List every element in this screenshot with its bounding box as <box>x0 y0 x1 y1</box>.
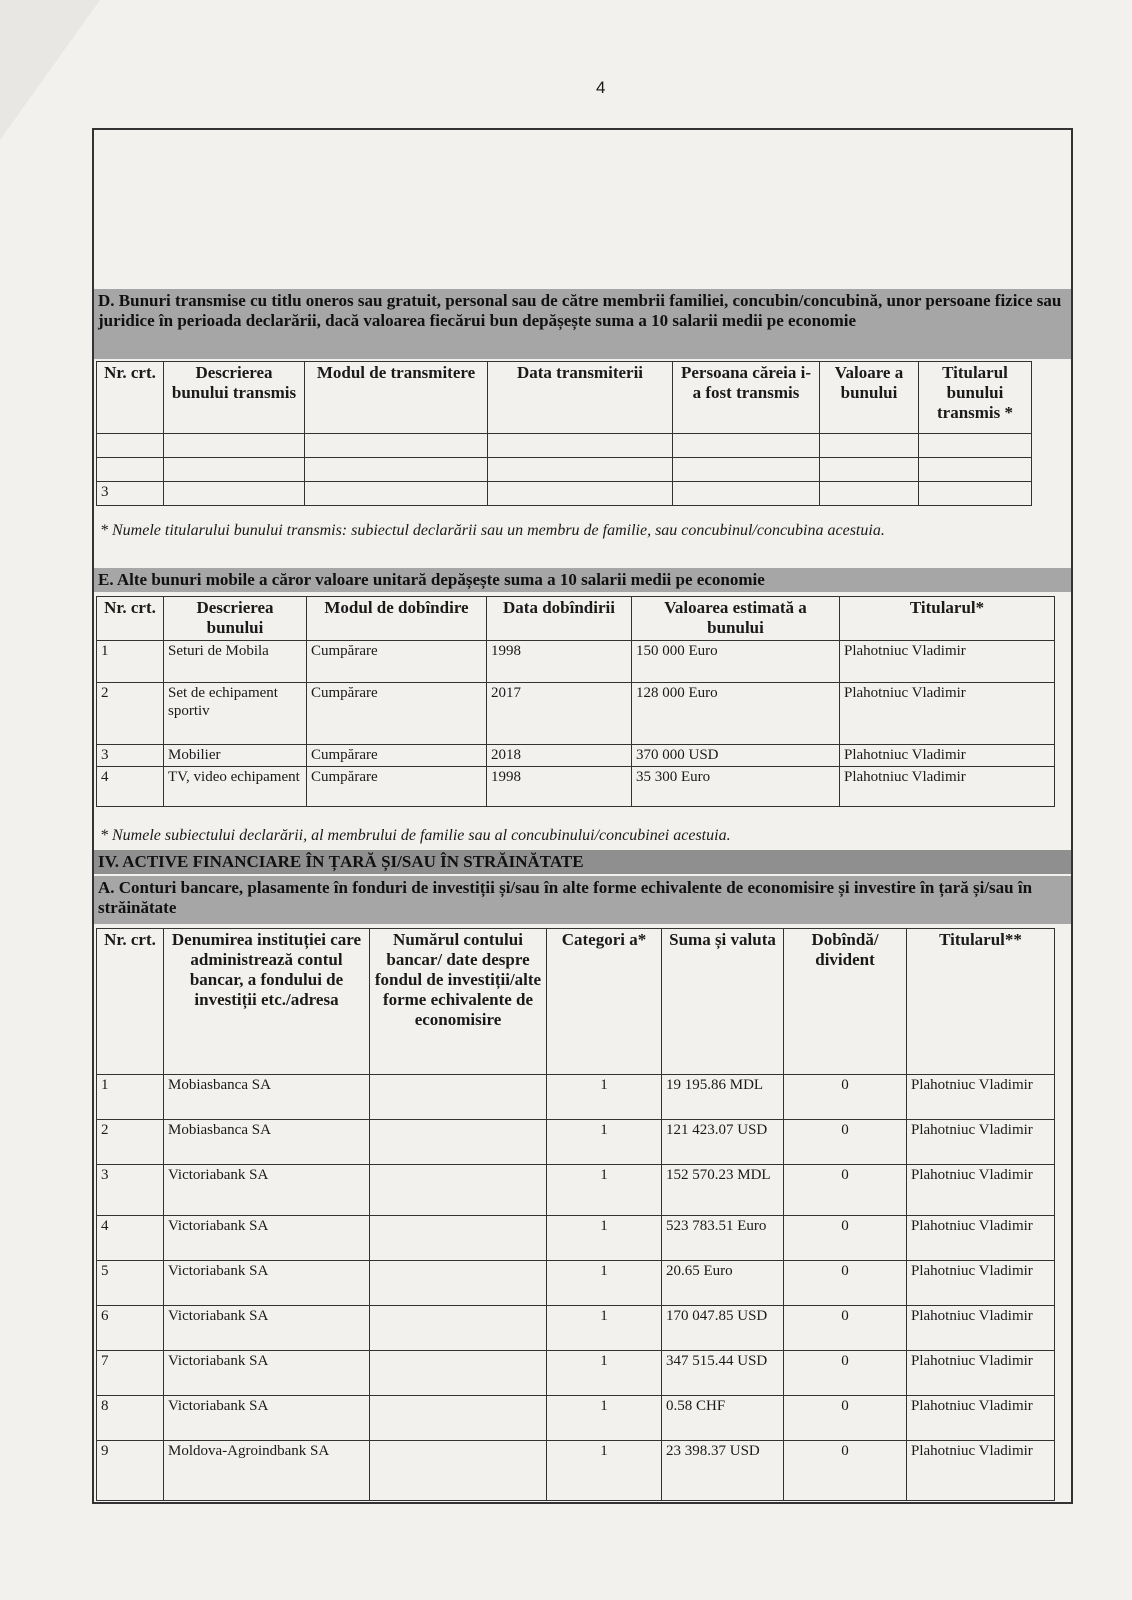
cell-valoare: 150 000 Euro <box>632 641 840 683</box>
cell-suma: 152 570.23 MDL <box>662 1165 784 1216</box>
cell-dobinda: 0 <box>784 1351 907 1396</box>
cell-descriere <box>164 458 305 482</box>
cell-descriere: Set de echipament sportiv <box>164 683 307 745</box>
table-row <box>97 1441 1055 1501</box>
cell-titular: Plahotniuc Vladimir <box>907 1351 1055 1396</box>
cell-mod <box>305 482 488 506</box>
cell-nr: 7 <box>97 1351 164 1396</box>
col-data: Data transmiterii <box>488 362 673 434</box>
cell-dobinda: 0 <box>784 1165 907 1216</box>
cell-titular: Plahotniuc Vladimir <box>840 745 1055 767</box>
cell-nr <box>97 458 164 482</box>
cell-categorie: 1 <box>547 1441 662 1501</box>
col-descriere: Descrierea bunului <box>164 597 307 641</box>
section-a-title: A. Conturi bancare, plasamente în fonduri de investiții și/sau în alte forme echivalente de economisire și investire în țară și/sau în străinătate <box>94 876 1071 924</box>
cell-data: 1998 <box>487 767 632 807</box>
col-mod: Modul de transmitere <box>305 362 488 434</box>
cell-institutie: Victoriabank SA <box>164 1261 370 1306</box>
cell-categorie: 1 <box>547 1261 662 1306</box>
cell-nr: 9 <box>97 1441 164 1501</box>
cell-cont <box>370 1396 547 1441</box>
col-mod: Modul de dobîndire <box>307 597 487 641</box>
cell-titular: Plahotniuc Vladimir <box>840 683 1055 745</box>
cell-titular: Plahotniuc Vladimir <box>840 767 1055 807</box>
col-titular: Titularul* <box>840 597 1055 641</box>
col-categorie: Categori a* <box>547 929 662 1075</box>
table-header <box>97 929 1055 1075</box>
cell-mod: Cumpărare <box>307 745 487 767</box>
cell-dobinda: 0 <box>784 1216 907 1261</box>
cell-mod <box>305 434 488 458</box>
cell-dobinda: 0 <box>784 1441 907 1501</box>
cell-suma: 20.65 Euro <box>662 1261 784 1306</box>
cell-cont <box>370 1441 547 1501</box>
table-row <box>97 1165 1055 1216</box>
table-row <box>97 1075 1055 1120</box>
cell-institutie: Victoriabank SA <box>164 1216 370 1261</box>
cell-categorie: 1 <box>547 1351 662 1396</box>
cell-suma: 170 047.85 USD <box>662 1306 784 1351</box>
table-header <box>97 597 1055 641</box>
cell-suma: 347 515.44 USD <box>662 1351 784 1396</box>
table-row <box>97 1216 1055 1261</box>
cell-suma: 523 783.51 Euro <box>662 1216 784 1261</box>
page-number: 4 <box>596 78 606 97</box>
col-descriere: Descrierea bunului transmis <box>164 362 305 434</box>
col-cont: Numărul contului bancar/ date despre fondul de investiții/alte forme echivalente de economisire <box>370 929 547 1075</box>
cell-titular: Plahotniuc Vladimir <box>907 1216 1055 1261</box>
cell-nr: 4 <box>97 767 164 807</box>
cell-institutie: Victoriabank SA <box>164 1351 370 1396</box>
cell-valoare <box>820 458 919 482</box>
cell-valoare <box>820 482 919 506</box>
cell-nr: 3 <box>97 1165 164 1216</box>
section-a-table <box>96 928 1055 1501</box>
cell-institutie: Victoriabank SA <box>164 1396 370 1441</box>
cell-data: 2017 <box>487 683 632 745</box>
col-suma: Suma și valuta <box>662 929 784 1075</box>
cell-cont <box>370 1165 547 1216</box>
cell-persoana <box>673 458 820 482</box>
cell-categorie: 1 <box>547 1075 662 1120</box>
cell-data <box>488 482 673 506</box>
cell-dobinda: 0 <box>784 1306 907 1351</box>
cell-categorie: 1 <box>547 1396 662 1441</box>
cell-cont <box>370 1120 547 1165</box>
cell-nr: 2 <box>97 1120 164 1165</box>
cell-descriere: TV, video echipament <box>164 767 307 807</box>
cell-institutie: Mobiasbanca SA <box>164 1120 370 1165</box>
cell-valoare: 35 300 Euro <box>632 767 840 807</box>
col-nr: Nr. crt. <box>97 929 164 1075</box>
cell-dobinda: 0 <box>784 1396 907 1441</box>
col-institutie: Denumirea instituției care administrează contul bancar, a fondului de investiții etc./adresa <box>164 929 370 1075</box>
table-row <box>97 458 1032 482</box>
col-nr: Nr. crt. <box>97 362 164 434</box>
cell-categorie: 1 <box>547 1120 662 1165</box>
col-data: Data dobîndirii <box>487 597 632 641</box>
cell-institutie: Victoriabank SA <box>164 1165 370 1216</box>
cell-titular: Plahotniuc Vladimir <box>907 1075 1055 1120</box>
table-row <box>97 745 1055 767</box>
cell-nr: 1 <box>97 641 164 683</box>
cell-titular: Plahotniuc Vladimir <box>907 1120 1055 1165</box>
cell-data: 1998 <box>487 641 632 683</box>
cell-descriere: Seturi de Mobila <box>164 641 307 683</box>
cell-descriere <box>164 482 305 506</box>
section-d-table <box>96 361 1032 506</box>
cell-nr: 5 <box>97 1261 164 1306</box>
cell-nr: 3 <box>97 482 164 506</box>
cell-titular: Plahotniuc Vladimir <box>840 641 1055 683</box>
cell-nr: 2 <box>97 683 164 745</box>
section-e-footnote: * Numele subiectului declarării, al membrului de familie sau al concubinului/concubinei acestuia. <box>100 827 731 844</box>
cell-institutie: Victoriabank SA <box>164 1306 370 1351</box>
table-row <box>97 1351 1055 1396</box>
cell-mod: Cumpărare <box>307 767 487 807</box>
section-d-title: D. Bunuri transmise cu titlu oneros sau gratuit, personal sau de către membrii familiei, concubin/concubină, unor persoane fizice sau juridice în perioada declarării, dacă valoarea fiecărui bun depășește suma a 10 salarii medii pe economie <box>94 289 1071 359</box>
cell-institutie: Moldova-Agroindbank SA <box>164 1441 370 1501</box>
cell-suma: 0.58 CHF <box>662 1396 784 1441</box>
cell-titular <box>919 458 1032 482</box>
cell-cont <box>370 1306 547 1351</box>
cell-valoare: 128 000 Euro <box>632 683 840 745</box>
cell-dobinda: 0 <box>784 1075 907 1120</box>
cell-descriere: Mobilier <box>164 745 307 767</box>
cell-titular: Plahotniuc Vladimir <box>907 1441 1055 1501</box>
cell-nr: 4 <box>97 1216 164 1261</box>
cell-titular: Plahotniuc Vladimir <box>907 1165 1055 1216</box>
cell-data <box>488 434 673 458</box>
section-e-title: E. Alte bunuri mobile a căror valoare unitară depășește suma a 10 salarii medii pe economie <box>94 568 1071 592</box>
cell-titular <box>919 482 1032 506</box>
cell-persoana <box>673 434 820 458</box>
cell-descriere <box>164 434 305 458</box>
section-e-table <box>96 596 1055 807</box>
cell-nr: 8 <box>97 1396 164 1441</box>
cell-data <box>488 458 673 482</box>
cell-suma: 19 195.86 MDL <box>662 1075 784 1120</box>
cell-categorie: 1 <box>547 1306 662 1351</box>
cell-titular <box>919 434 1032 458</box>
cell-titular: Plahotniuc Vladimir <box>907 1396 1055 1441</box>
cell-persoana <box>673 482 820 506</box>
cell-nr: 3 <box>97 745 164 767</box>
cell-dobinda: 0 <box>784 1120 907 1165</box>
cell-titular: Plahotniuc Vladimir <box>907 1261 1055 1306</box>
cell-cont <box>370 1216 547 1261</box>
table-row <box>97 1261 1055 1306</box>
table-row <box>97 683 1055 745</box>
table-header <box>97 362 1032 434</box>
col-nr: Nr. crt. <box>97 597 164 641</box>
cell-data: 2018 <box>487 745 632 767</box>
section-iv-title: IV. ACTIVE FINANCIARE ÎN ȚARĂ ȘI/SAU ÎN STRĂINĂTATE <box>94 850 1071 874</box>
cell-nr: 6 <box>97 1306 164 1351</box>
table-row <box>97 1396 1055 1441</box>
cell-mod <box>305 458 488 482</box>
cell-cont <box>370 1075 547 1120</box>
table-row <box>97 1120 1055 1165</box>
col-valoare: Valoare a bunului <box>820 362 919 434</box>
cell-cont <box>370 1261 547 1306</box>
cell-institutie: Mobiasbanca SA <box>164 1075 370 1120</box>
cell-suma: 121 423.07 USD <box>662 1120 784 1165</box>
col-persoana: Persoana căreia i-a fost transmis <box>673 362 820 434</box>
cell-categorie: 1 <box>547 1216 662 1261</box>
cell-dobinda: 0 <box>784 1261 907 1306</box>
cell-mod: Cumpărare <box>307 683 487 745</box>
table-row <box>97 767 1055 807</box>
cell-nr <box>97 434 164 458</box>
table-row <box>97 434 1032 458</box>
folded-corner <box>0 0 100 140</box>
cell-titular: Plahotniuc Vladimir <box>907 1306 1055 1351</box>
table-row <box>97 641 1055 683</box>
cell-cont <box>370 1351 547 1396</box>
cell-mod: Cumpărare <box>307 641 487 683</box>
section-d-footnote: * Numele titularului bunului transmis: subiectul declarării sau un membru de familie, sau concubinul/concubina acestuia. <box>100 522 885 539</box>
cell-valoare <box>820 434 919 458</box>
col-valoare: Valoarea estimată a bunului <box>632 597 840 641</box>
col-titular: Titularul** <box>907 929 1055 1075</box>
cell-suma: 23 398.37 USD <box>662 1441 784 1501</box>
cell-valoare: 370 000 USD <box>632 745 840 767</box>
table-row <box>97 482 1032 506</box>
cell-nr: 1 <box>97 1075 164 1120</box>
col-dobinda: Dobîndă/ divident <box>784 929 907 1075</box>
cell-categorie: 1 <box>547 1165 662 1216</box>
col-titular: Titularul bunului transmis * <box>919 362 1032 434</box>
table-row <box>97 1306 1055 1351</box>
